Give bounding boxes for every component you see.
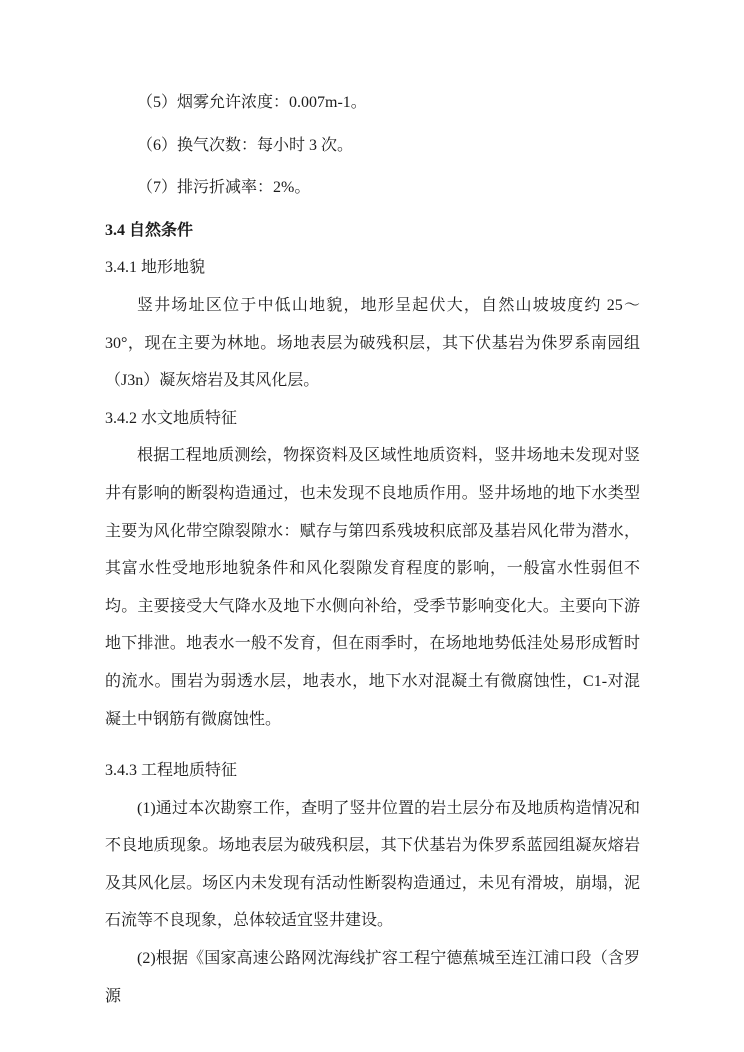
subsection-heading-3-4-1: 3.4.1 地形地貌 (105, 259, 206, 277)
paragraph-engineering-geology-2-partial: (2)根据《国家高速公路网沈海线扩容工程宁德蕉城至连江浦口段（含罗源 (105, 950, 640, 1005)
subsection-heading-3-4-3: 3.4.3 工程地质特征 (105, 762, 238, 780)
paragraph-terrain-geomorphology: 竖井场址区位于中低山地貌，地形呈起伏大，自然山坡坡度约 25～30°，现在主要为林地。场地表层为破残积层，其下伏基岩为侏罗系南园组（J3n）凝灰熔岩及其风化层。 (105, 296, 640, 390)
subsection-heading-3-4-2: 3.4.2 水文地质特征 (105, 409, 238, 427)
paragraph-engineering-geology-1: (1)通过本次勘察工作，查明了竖井位置的岩土层分布及地质构造情况和不良地质现象。场地表层为破残积层，其下伏基岩为侏罗系蓝园组凝灰熔岩及其风化层。场区内未发现有活动性断裂构造通过，未见有滑坡，崩塌，泥石流等不良现象，总体较适宜竖井建设。 (105, 799, 640, 930)
spec-item-6: （6）换气次数：每小时 3 次。 (137, 136, 354, 154)
spec-item-5: （5）烟雾允许浓度：0.007m-1。 (137, 94, 367, 111)
spec-item-7: （7）排污折减率：2%。 (137, 179, 311, 197)
section-heading-3-4: 3.4 自然条件 (105, 221, 194, 239)
paragraph-hydrogeology: 根据工程地质测绘，物探资料及区域性地质资料，竖井场地未发现对竖井有影响的断裂构造通过，也未发现不良地质作用。竖井场地的地下水类型主要为风化带空隙裂隙水：赋存与第四系残坡积底部及基岩风化带为潜水，其富水性受地形地貌条件和风化裂隙发育程度的影响，一般富水性弱但不均。主要接受大气降水及地下水侧向补给，受季节影响变化大。主要向下游地下排泄。地表水一般不发育，但在雨季时，在场地地势低洼处易形成暂时的流水。围岩为弱透水层，地表水，地下水对混凝土有微腐蚀性，C1-对混凝土中钢筋有微腐蚀性。 (105, 447, 640, 728)
